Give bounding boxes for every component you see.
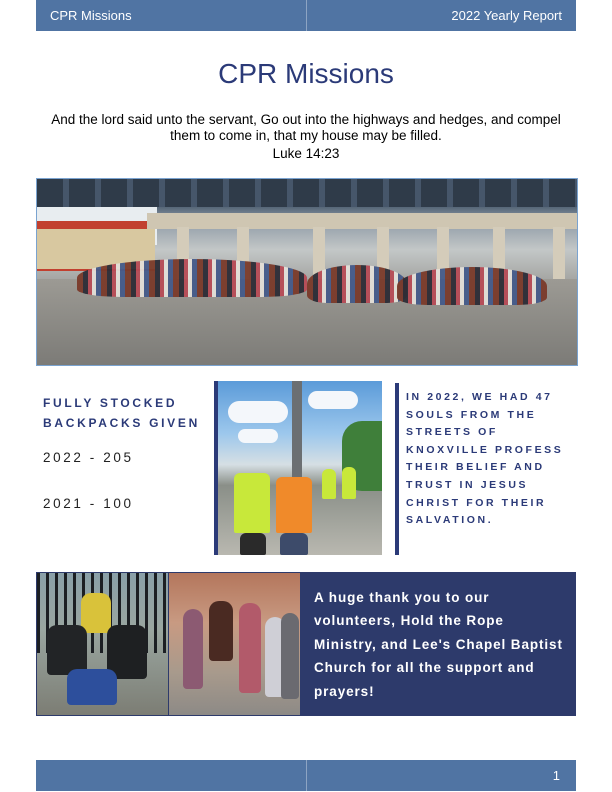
header-report-title: 2022 Yearly Report bbox=[451, 8, 562, 23]
thanks-message: A huge thank you to our volunteers, Hold the Rope Ministry, and Lee's Chapel Baptist Church for all the support and prayers! bbox=[314, 590, 563, 699]
volunteers-street-photo bbox=[214, 381, 382, 555]
page-number: 1 bbox=[552, 768, 560, 783]
page-title: CPR Missions bbox=[218, 58, 394, 89]
scripture-reference: Luke 14:23 bbox=[272, 146, 340, 161]
backpacks-2022-stat: 2022 - 205 bbox=[43, 450, 134, 465]
header-org-name: CPR Missions bbox=[50, 8, 132, 23]
scripture-verse: And the lord said unto the servant, Go out into the highways and hedges, and compel them to come in, that my house may be filled. bbox=[51, 112, 561, 143]
header-divider bbox=[306, 0, 307, 31]
backpacks-heading: FULLY STOCKED BACKPACKS GIVEN bbox=[43, 396, 200, 430]
salvation-callout bbox=[395, 383, 576, 555]
header-band bbox=[36, 0, 576, 31]
volunteers-fence-photo bbox=[37, 573, 168, 715]
church-members-photo bbox=[169, 573, 300, 715]
thanks-band bbox=[36, 572, 576, 716]
footer-band bbox=[36, 760, 576, 791]
hero-photo-underpass-gathering bbox=[36, 178, 578, 366]
backpacks-2021-stat: 2021 - 100 bbox=[43, 496, 134, 511]
footer-divider bbox=[306, 760, 307, 791]
salvation-text: IN 2022, WE HAD 47 SOULS FROM THE STREETS OF KNOXVILLE PROFESS THEIR BELIEF AND TRUST IN JESUS CHRIST FOR THEIR SALVATION. bbox=[406, 391, 564, 527]
